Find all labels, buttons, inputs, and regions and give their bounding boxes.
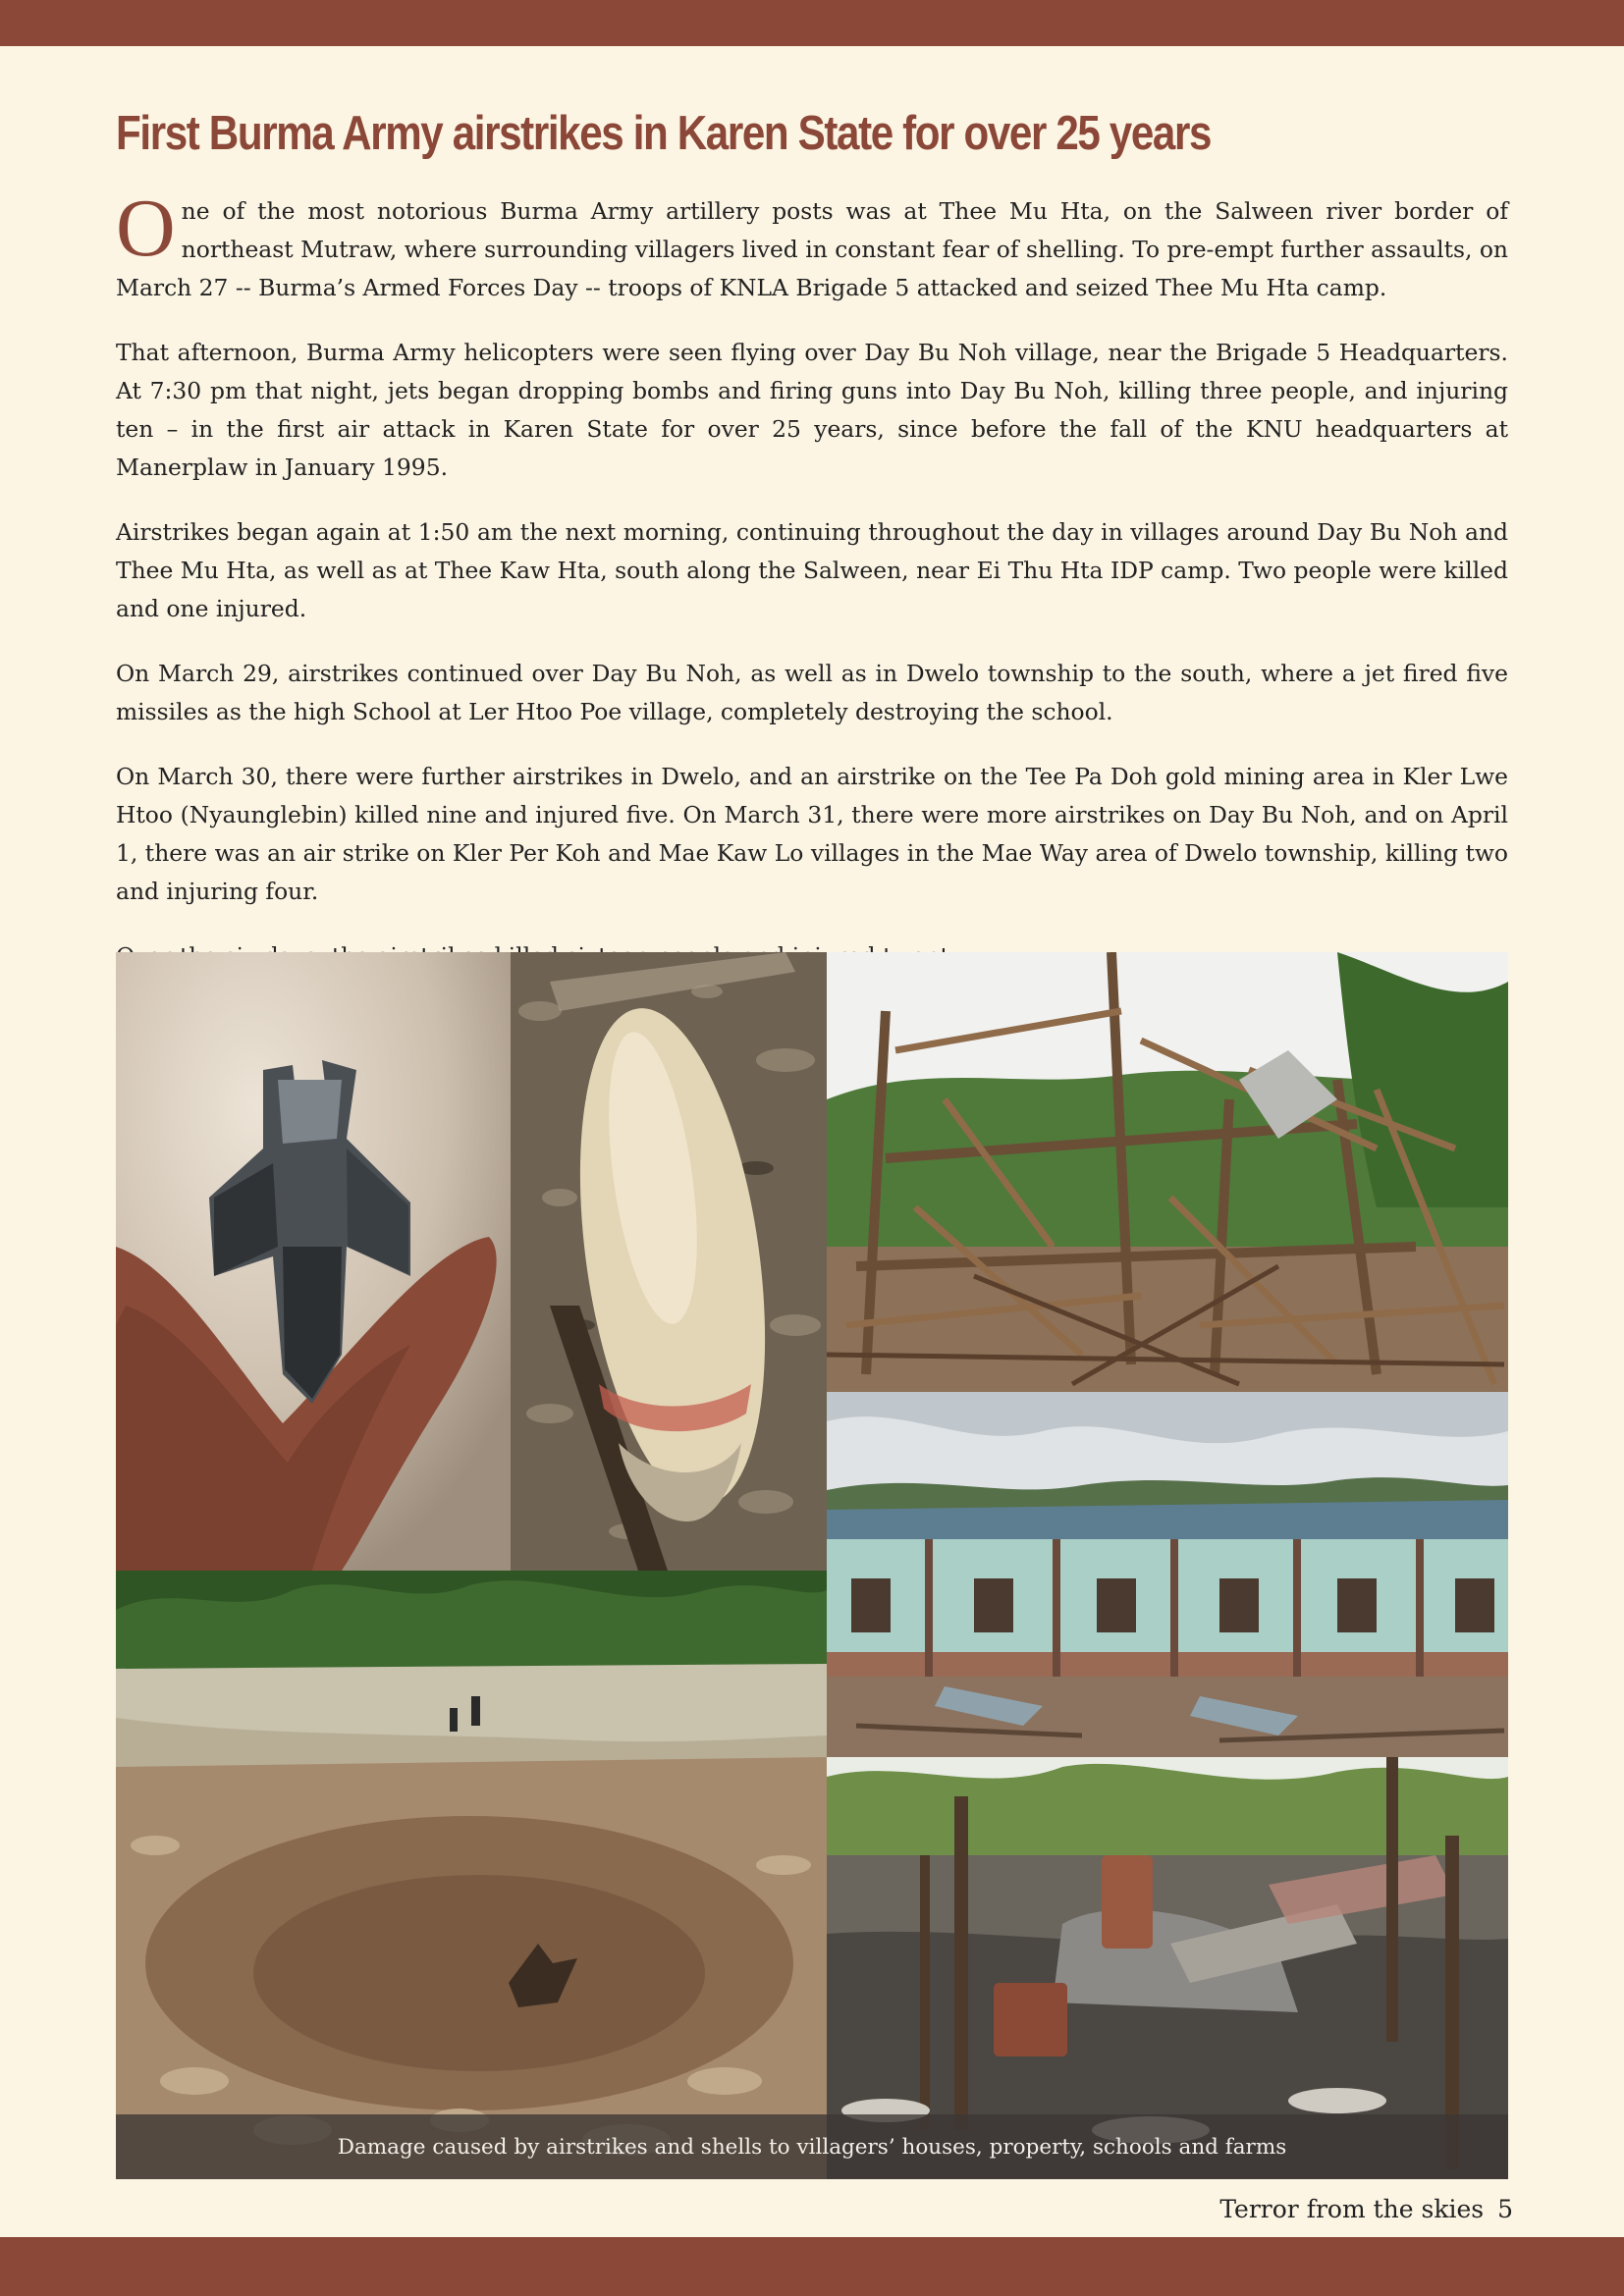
paragraph-2: That afternoon, Burma Army helicopters were seen flying over Day Bu Noh village, near the Brigade 5 Headquarters. At 7:30 pm that night, jets began dropping bombs and firing guns into Day Bu Noh, killing three people, and injuring ten – in the first air attack in Karen State for over 25 years, since before the fall of the KNU headquarters at Manerplaw in January 1995. xyxy=(116,339,1508,481)
paragraph-5: On March 30, there were further airstrikes in Dwelo, and an airstrike on the Tee Pa Doh gold mining area in Kler Lwe Htoo (Nyaunglebin) killed nine and injured five. On March 31, there were more airstrikes on Day Bu Noh, and on April 1, there was an air strike on Kler Per Koh and Mae Kaw Lo villages in the Mae Way area of Dwelo township, killing two and injuring four. xyxy=(116,763,1508,905)
photo-damaged-school xyxy=(827,1392,1508,1757)
paragraph-3: Airstrikes began again at 1:50 am the next morning, continuing throughout the day in villages around Day Bu Noh and Thee Mu Hta, as well as at Thee Kaw Hta, south along the Salween, near Ei Thu Hta IDP camp. Two people were killed and one injured. xyxy=(116,518,1508,622)
article-body xyxy=(116,183,1508,1002)
photo-bomb-crater xyxy=(116,1571,827,2179)
photo-caption-text: Damage caused by airstrikes and shells to villagers’ houses, property, schools and farms xyxy=(337,2134,1287,2160)
page-footer xyxy=(1219,2195,1513,2223)
running-title: Terror from the skies xyxy=(1219,2195,1485,2223)
paragraph-1 xyxy=(116,183,1508,307)
photo-collage xyxy=(116,952,1508,2179)
photo-unexploded-bomb xyxy=(511,952,827,1571)
paragraph-4: On March 29, airstrikes continued over Day Bu Noh, as well as in Dwelo township to the south, where a jet fired five missiles as the high School at Ler Htoo Poe village, completely destroying the school. xyxy=(116,660,1508,725)
top-band xyxy=(0,0,1624,46)
photo-destroyed-house xyxy=(827,952,1508,1392)
photo-bomb-fin-in-hand xyxy=(116,952,511,1571)
article-title: First Burma Army airstrikes in Karen State for over 25 years xyxy=(116,107,1212,160)
paragraph-1-text: ne of the most notorious Burma Army artillery posts was at Thee Mu Hta, on the Salween river border of northeast Mutraw, where surrounding villagers lived in constant fear of shelling. To pre-empt further assaults, on March 27 -- Burma’s Armed Forces Day -- troops of KNLA Brigade 5 attacked and seized Thee Mu Hta camp. xyxy=(116,197,1508,301)
bottom-band xyxy=(0,2237,1624,2296)
drop-cap: O xyxy=(116,183,176,274)
page-number: 5 xyxy=(1497,2195,1513,2223)
photo-caption xyxy=(116,2114,1508,2179)
